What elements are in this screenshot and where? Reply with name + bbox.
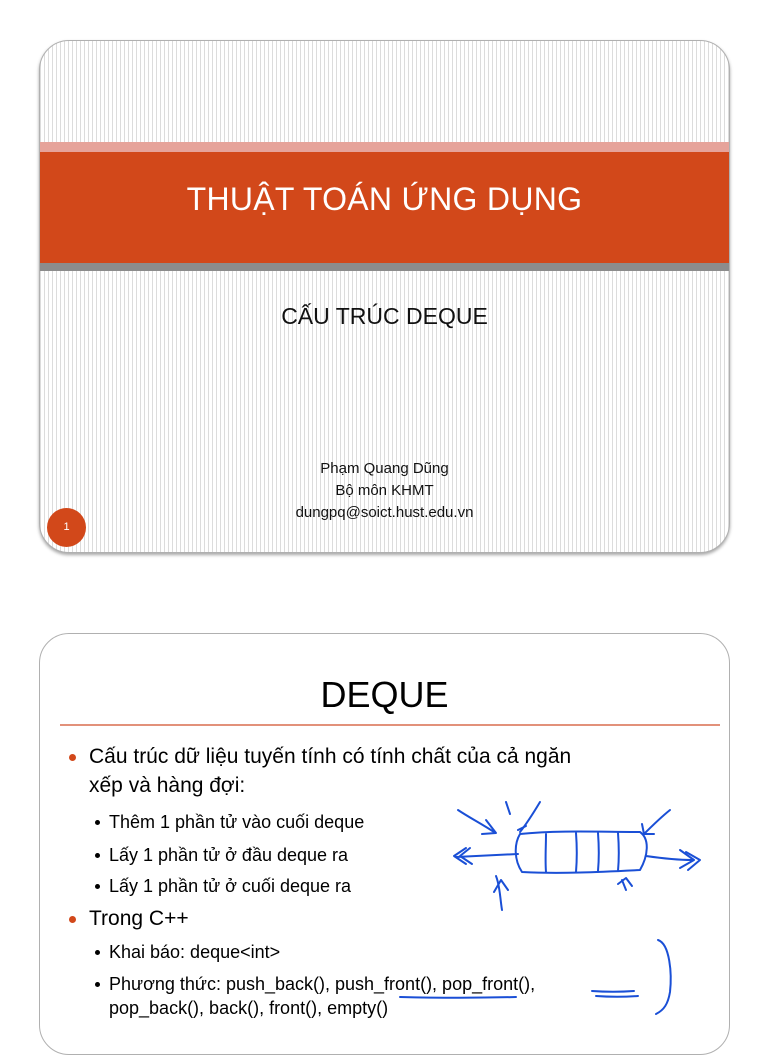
arrow-sketch: [506, 802, 510, 814]
deque-sketch: [516, 832, 647, 873]
author-email: dungpq@soict.hust.edu.vn: [200, 502, 569, 524]
bullet-level2: Lấy 1 phần tử ở cuối deque ra: [95, 874, 351, 898]
bullet-level2: Phương thức: push_back(), push_front(), pop_front(),: [95, 972, 535, 996]
bullet-continuation: xếp và hàng đợi:: [89, 772, 245, 800]
slide-number-badge: 1: [47, 508, 86, 547]
department: Bộ môn KHMT: [200, 480, 569, 502]
arrow-sketch: [644, 810, 670, 834]
bullet-continuation: pop_back(), back(), front(), empty(): [109, 996, 388, 1020]
underline-mark: [596, 996, 638, 997]
bullet-level1: Cấu trúc dữ liệu tuyến tính có tính chất của cả ngăn: [69, 743, 571, 771]
bullet-level2: Lấy 1 phần tử ở đầu deque ra: [95, 843, 348, 867]
arrow-sketch: [618, 878, 632, 886]
slide-heading: DEQUE: [40, 674, 729, 716]
accent-bar-top: [40, 142, 729, 152]
deque-divider: [618, 833, 619, 871]
content-slide: [39, 633, 730, 1055]
bullet-level1: Trong C++: [69, 905, 189, 933]
underline-mark: [592, 991, 634, 992]
bracket-mark: [656, 940, 671, 1014]
bullet-level2: Thêm 1 phần tử vào cuối deque: [95, 810, 364, 834]
accent-bar-bottom: [40, 263, 729, 271]
author-block: [200, 458, 569, 524]
arrow-sketch: [482, 820, 496, 834]
arrow-sketch: [456, 854, 518, 857]
arrow-sketch: [494, 880, 508, 892]
title-slide: [39, 40, 730, 553]
deque-divider: [576, 833, 577, 872]
deque-divider: [598, 833, 599, 871]
bullet-level2: Khai báo: deque<int>: [95, 940, 280, 964]
author-name: Phạm Quang Dũng: [200, 458, 569, 480]
slide-title: THUẬT TOÁN ỨNG DỤNG: [40, 181, 729, 218]
underline-mark: [400, 997, 516, 998]
slide-subtitle: CẤU TRÚC DEQUE: [40, 303, 729, 330]
handwritten-annotation: [40, 634, 729, 1054]
arrow-sketch: [646, 856, 692, 860]
arrow-sketch: [458, 810, 494, 832]
